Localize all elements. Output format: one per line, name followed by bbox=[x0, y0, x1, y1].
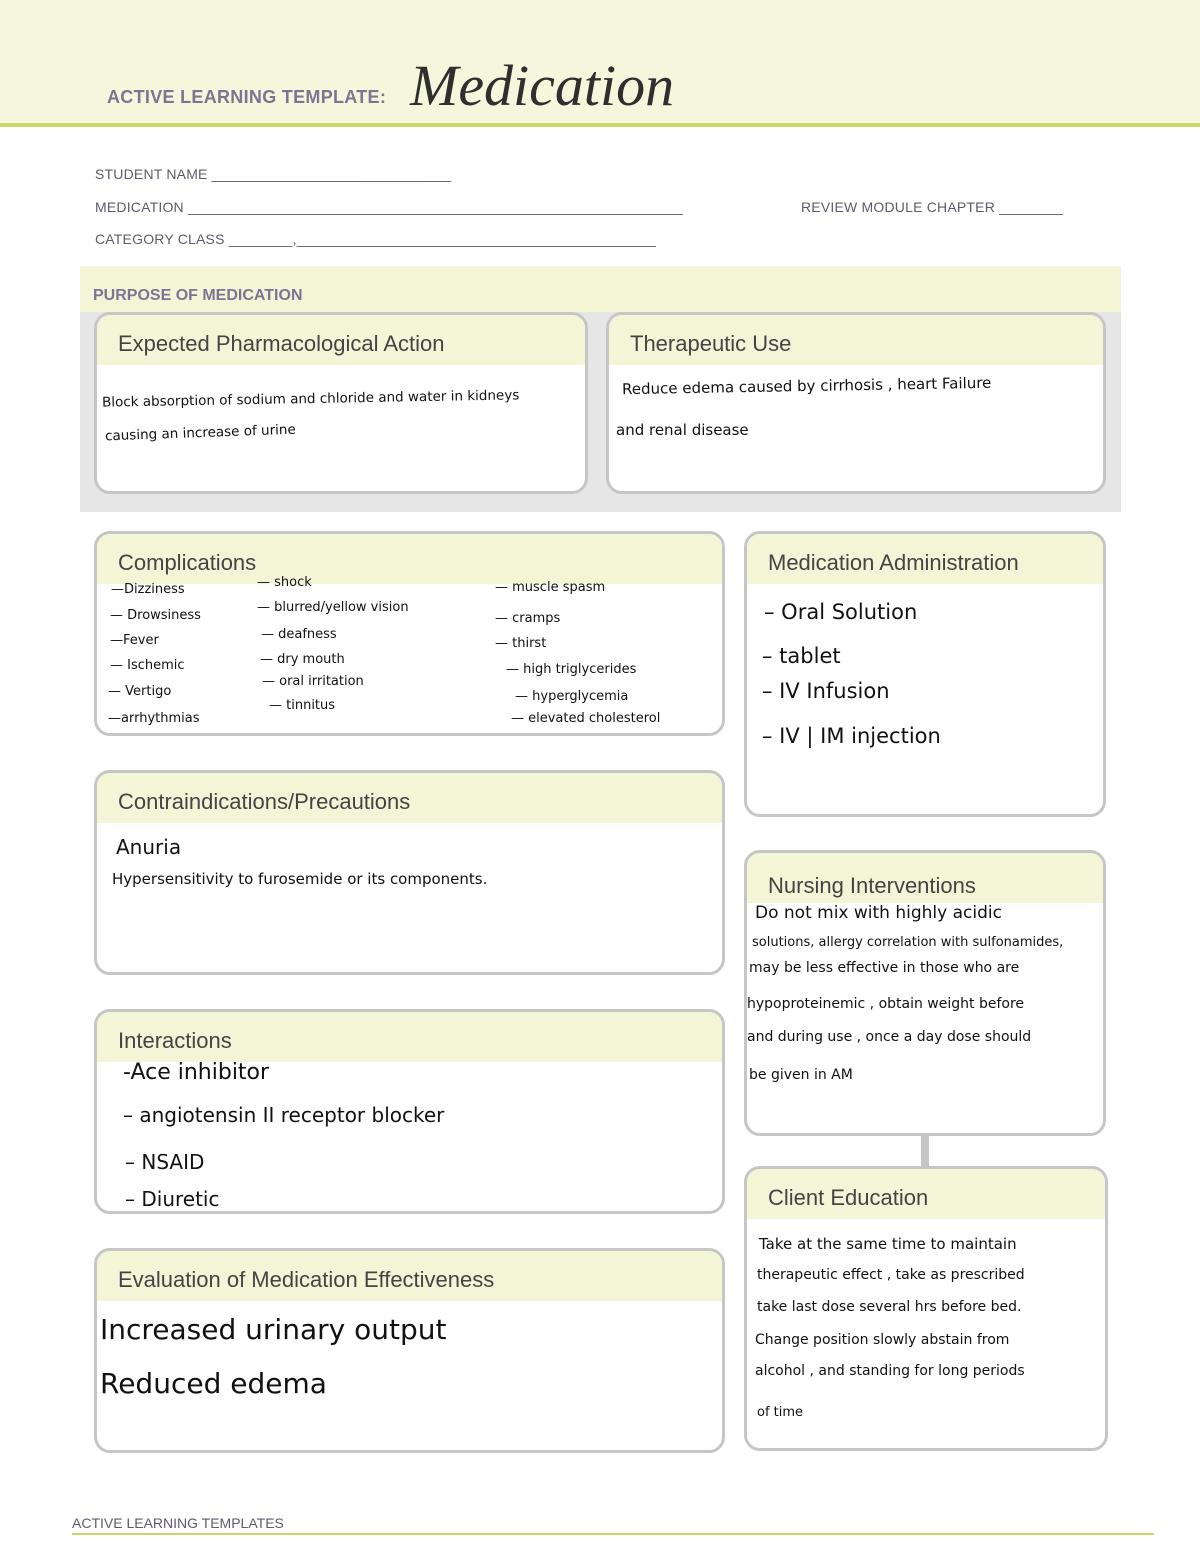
interaction-item: – angiotensin II receptor blocker bbox=[123, 1103, 445, 1127]
evaluation-title: Evaluation of Medication Effectiveness bbox=[118, 1267, 495, 1292]
complication-item: — Drowsiness bbox=[110, 608, 201, 623]
complication-item: — cramps bbox=[495, 611, 561, 626]
nursing-line: be given in AM bbox=[749, 1067, 853, 1083]
complication-item: — thirst bbox=[495, 636, 547, 651]
medication-field[interactable]: MEDICATION ______________________________________________________________ bbox=[95, 199, 684, 215]
education-line: take last dose several hrs before bed. bbox=[757, 1299, 1022, 1315]
education-line: alcohol , and standing for long periods bbox=[755, 1363, 1025, 1379]
complication-item: — deafness bbox=[261, 627, 337, 642]
complication-item: — elevated cholesterol bbox=[511, 711, 661, 726]
complication-item: —arrhythmias bbox=[108, 711, 200, 726]
box-connector bbox=[921, 1135, 929, 1167]
administration-item: – IV Infusion bbox=[762, 679, 890, 703]
administration-title: Medication Administration bbox=[768, 550, 1019, 575]
footer-label: ACTIVE LEARNING TEMPLATES bbox=[72, 1515, 284, 1531]
footer-divider bbox=[72, 1533, 1154, 1535]
expected-action-box[interactable] bbox=[94, 312, 588, 494]
nursing-line: and during use , once a day dose should bbox=[747, 1029, 1032, 1045]
complications-box[interactable] bbox=[94, 531, 725, 736]
complication-item: — blurred/yellow vision bbox=[257, 600, 409, 615]
purpose-label: PURPOSE OF MEDICATION bbox=[93, 287, 303, 304]
nursing-box[interactable] bbox=[744, 850, 1106, 1136]
nursing-line: may be less effective in those who are bbox=[749, 960, 1020, 976]
therapeutic-use-title: Therapeutic Use bbox=[630, 331, 792, 356]
interactions-box[interactable] bbox=[94, 1009, 725, 1214]
education-line: Take at the same time to maintain bbox=[759, 1235, 1017, 1253]
complication-item: — tinnitus bbox=[269, 698, 336, 713]
contraindications-box[interactable] bbox=[94, 770, 725, 975]
contraindication-item: Hypersensitivity to furosemide or its components. bbox=[112, 870, 488, 888]
education-line: Change position slowly abstain from bbox=[755, 1332, 1010, 1348]
handwritten-line: Reduce edema caused by cirrhosis , heart Failure bbox=[621, 373, 992, 399]
handwritten-line: causing an increase of urine bbox=[104, 421, 297, 445]
header-divider bbox=[0, 123, 1200, 127]
nursing-line: solutions, allergy correlation with sulfonamides, bbox=[752, 935, 1064, 950]
evaluation-line: Increased urinary output bbox=[100, 1313, 447, 1346]
expected-action-title: Expected Pharmacological Action bbox=[118, 331, 445, 356]
category-class-field[interactable]: CATEGORY CLASS ________,_____________________________________________ bbox=[95, 231, 657, 247]
complication-item: — high triglycerides bbox=[506, 662, 637, 677]
administration-item: – tablet bbox=[762, 644, 841, 668]
education-line: of time bbox=[757, 1405, 804, 1420]
review-module-field[interactable]: REVIEW MODULE CHAPTER ________ bbox=[801, 199, 1063, 215]
complications-title: Complications bbox=[118, 550, 257, 575]
evaluation-box[interactable] bbox=[94, 1248, 725, 1453]
complication-item: — hyperglycemia bbox=[515, 689, 629, 704]
complication-item: — Ischemic bbox=[110, 658, 185, 673]
complication-item: — shock bbox=[257, 575, 312, 590]
template-label: ACTIVE LEARNING TEMPLATE: bbox=[107, 87, 387, 107]
interaction-item: – Diuretic bbox=[125, 1187, 220, 1211]
template-title: Medication bbox=[410, 53, 675, 118]
nursing-line: Do not mix with highly acidic bbox=[755, 903, 1002, 923]
complication-item: — Vertigo bbox=[108, 684, 172, 699]
contraindications-title: Contraindications/Precautions bbox=[118, 789, 411, 814]
education-line: therapeutic effect , take as prescribed bbox=[757, 1267, 1025, 1283]
complication-item: —Dizziness bbox=[111, 582, 185, 597]
evaluation-line: Reduced edema bbox=[100, 1367, 327, 1400]
client-education-box[interactable] bbox=[744, 1166, 1108, 1451]
nursing-title: Nursing Interventions bbox=[768, 873, 976, 898]
complication-item: — oral irritation bbox=[262, 674, 364, 689]
administration-box[interactable] bbox=[744, 531, 1106, 817]
client-education-title: Client Education bbox=[768, 1185, 929, 1210]
interactions-title: Interactions bbox=[118, 1028, 232, 1053]
contraindication-item: Anuria bbox=[116, 835, 182, 859]
handwritten-line: and renal disease bbox=[616, 421, 749, 439]
nursing-line: hypoproteinemic , obtain weight before bbox=[747, 996, 1025, 1012]
complication-item: —Fever bbox=[110, 633, 159, 648]
handwritten-line: Block absorption of sodium and chloride and water in kidneys bbox=[101, 387, 520, 411]
complication-item: — dry mouth bbox=[260, 652, 345, 667]
complication-item: — muscle spasm bbox=[495, 580, 606, 595]
interaction-item: -Ace inhibitor bbox=[123, 1060, 270, 1085]
administration-item: – IV | IM injection bbox=[762, 724, 941, 748]
interaction-item: – NSAID bbox=[125, 1150, 205, 1174]
administration-item: – Oral Solution bbox=[764, 600, 918, 624]
therapeutic-use-box[interactable] bbox=[606, 312, 1106, 494]
student-name-field[interactable]: STUDENT NAME ______________________________ bbox=[95, 166, 452, 182]
